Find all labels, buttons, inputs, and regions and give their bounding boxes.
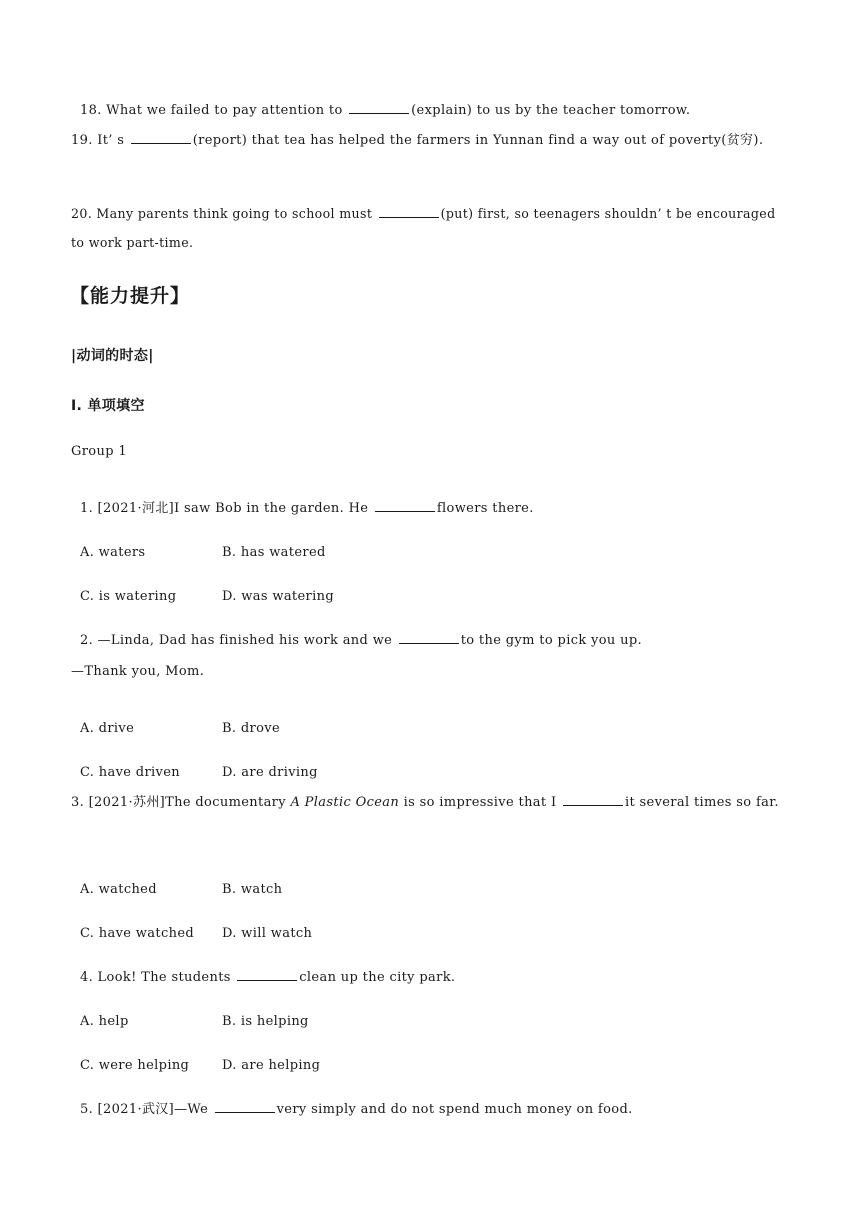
option-b[interactable]: B. has watered <box>222 545 326 560</box>
part-title: Ⅰ. 单项填空 <box>71 398 145 414</box>
option-b[interactable]: B. drove <box>222 721 281 736</box>
answer-blank[interactable] <box>375 510 435 512</box>
option-row <box>71 1002 309 1029</box>
question-text: clean up the city park. <box>299 970 456 985</box>
option-row <box>71 533 326 560</box>
question-text: 2. —Linda, Dad has finished his work and we <box>79 633 397 648</box>
option-c[interactable]: C. have watched <box>79 926 195 941</box>
option-row <box>71 753 318 780</box>
option-row <box>71 577 335 604</box>
question-text: 19. It’ s <box>71 133 129 148</box>
question-text: (report) that tea has helped the farmers in Yunnan find a way out of poverty(贫穷). <box>192 133 764 148</box>
option-d[interactable]: D. are helping <box>222 1058 321 1073</box>
option-b[interactable]: B. watch <box>222 882 283 897</box>
option-row <box>71 709 281 736</box>
option-d[interactable]: D. was watering <box>222 589 335 604</box>
question-text: (put) first, so teenagers shouldn’ t be encouraged to work part-time. <box>71 206 776 250</box>
option-a[interactable]: A. drive <box>79 721 135 736</box>
option-a[interactable]: A. help <box>79 1014 129 1029</box>
question-text: it several times so far. <box>624 795 779 810</box>
option-c[interactable]: C. were helping <box>79 1058 190 1073</box>
option-b[interactable]: B. is helping <box>222 1014 309 1029</box>
question-text: 1. [2021·河北]I saw Bob in the garden. He <box>79 501 373 516</box>
question-text: flowers there. <box>436 501 534 516</box>
question-20 <box>71 199 791 257</box>
question-text: very simply and do not spend much money on food. <box>276 1102 633 1117</box>
question-text: 20. Many parents think going to school must <box>71 206 377 221</box>
question-18 <box>71 91 690 117</box>
section-title: 【能力提升】 <box>70 285 191 307</box>
option-row <box>71 870 283 897</box>
documentary-title: A Plastic Ocean <box>290 795 400 810</box>
question-2 <box>71 621 642 647</box>
question-text: is so impressive that I <box>399 795 561 810</box>
answer-blank[interactable] <box>237 979 297 981</box>
option-row <box>71 1046 321 1073</box>
question-1 <box>71 489 534 515</box>
question-5 <box>71 1090 633 1116</box>
option-a[interactable]: A. watched <box>79 882 157 897</box>
question-4 <box>71 958 455 984</box>
answer-blank[interactable] <box>399 642 459 644</box>
option-c[interactable]: C. have driven <box>79 765 181 780</box>
option-c[interactable]: C. is watering <box>79 589 177 604</box>
subsection-title: |动词的时态| <box>71 348 154 364</box>
question-text: 18. What we failed to pay attention to <box>79 103 348 118</box>
answer-blank[interactable] <box>131 142 191 144</box>
answer-blank[interactable] <box>215 1111 275 1113</box>
group-title: Group 1 <box>71 444 127 459</box>
question-text: 5. [2021·武汉]—We <box>79 1102 213 1117</box>
question-text: 3. [2021·苏州]The documentary <box>71 795 291 810</box>
answer-blank[interactable] <box>563 804 623 806</box>
option-d[interactable]: D. are driving <box>222 765 318 780</box>
option-a[interactable]: A. waters <box>79 545 146 560</box>
answer-blank[interactable] <box>349 112 409 114</box>
answer-blank[interactable] <box>379 216 439 218</box>
question-3 <box>71 788 791 817</box>
question-text: 4. Look! The students <box>79 970 236 985</box>
question-text: (explain) to us by the teacher tomorrow. <box>411 103 691 118</box>
question-2-reply: —Thank you, Mom. <box>71 664 205 679</box>
option-d[interactable]: D. will watch <box>222 926 313 941</box>
question-text: to the gym to pick you up. <box>460 633 642 648</box>
question-19 <box>71 126 791 155</box>
option-row <box>71 914 313 941</box>
